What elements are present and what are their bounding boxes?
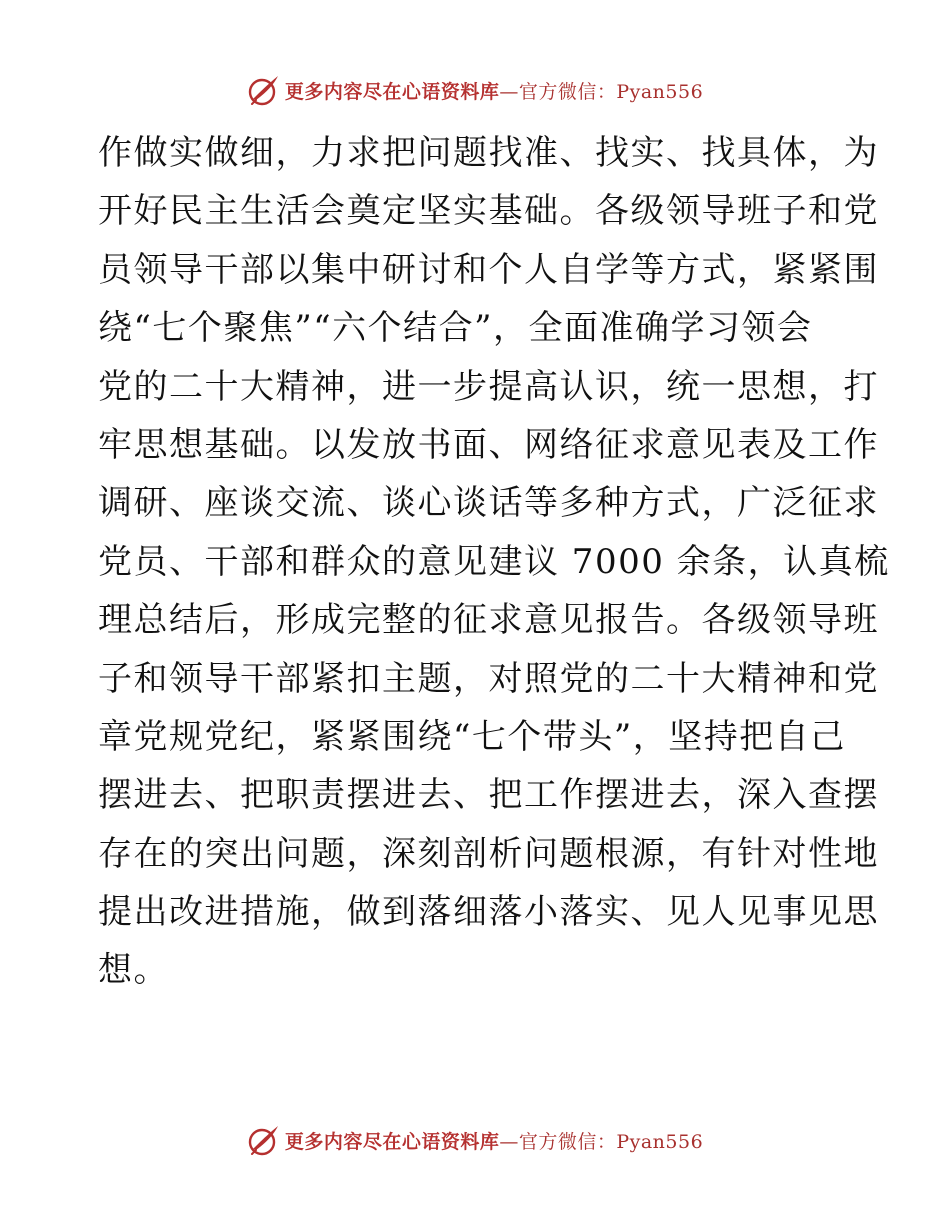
header-banner (0, 70, 950, 110)
header-brand: 更多内容尽在心语资料库 (284, 80, 500, 103)
body-line: 章党规党纪，紧紧围绕“七个带头”，坚持把自己 (98, 716, 846, 757)
footer-banner (0, 1120, 950, 1160)
body-line: 理总结后，形成完整的征求意见报告。各级领导班 (98, 600, 879, 641)
body-line: 党员、干部和群众的意见建议 7000 余条，认真梳 (98, 541, 890, 582)
header-banner-text (285, 77, 703, 104)
body-line: 开好民主生活会奠定坚实基础。各级领导班子和党 (98, 191, 879, 232)
body-line: 提出改进措施，做到落细落小落实、见人见事见思 (98, 892, 879, 933)
quill-pen-logo-icon (247, 73, 281, 107)
body-line: 想。 (98, 950, 169, 991)
body-line: 摆进去、把职责摆进去、把工作摆进去，深入查摆 (98, 775, 879, 816)
body-line: 员领导干部以集中研讨和个人自学等方式，紧紧围 (98, 249, 879, 290)
body-line: 党的二十大精神，进一步提高认识，统一思想，打 (98, 366, 879, 407)
header-contact: —官方微信：Pyan556 (499, 80, 704, 103)
body-line: 子和领导干部紧扣主题，对照党的二十大精神和党 (98, 658, 879, 699)
footer-banner-text (285, 1127, 703, 1154)
footer-contact: —官方微信：Pyan556 (499, 1130, 704, 1153)
body-line: 调研、座谈交流、谈心谈话等多种方式，广泛征求 (98, 483, 879, 524)
document-body (98, 124, 890, 1000)
body-line: 牢思想基础。以发放书面、网络征求意见表及工作 (98, 424, 879, 465)
quill-pen-logo-icon (247, 1123, 281, 1157)
footer-brand: 更多内容尽在心语资料库 (284, 1130, 500, 1153)
body-line: 作做实做细，力求把问题找准、找实、找具体，为 (98, 133, 879, 173)
body-line: 绕“七个聚焦”“六个结合”，全面准确学习领会 (98, 308, 813, 349)
body-line: 存在的突出问题，深刻剖析问题根源，有针对性地 (98, 833, 879, 874)
